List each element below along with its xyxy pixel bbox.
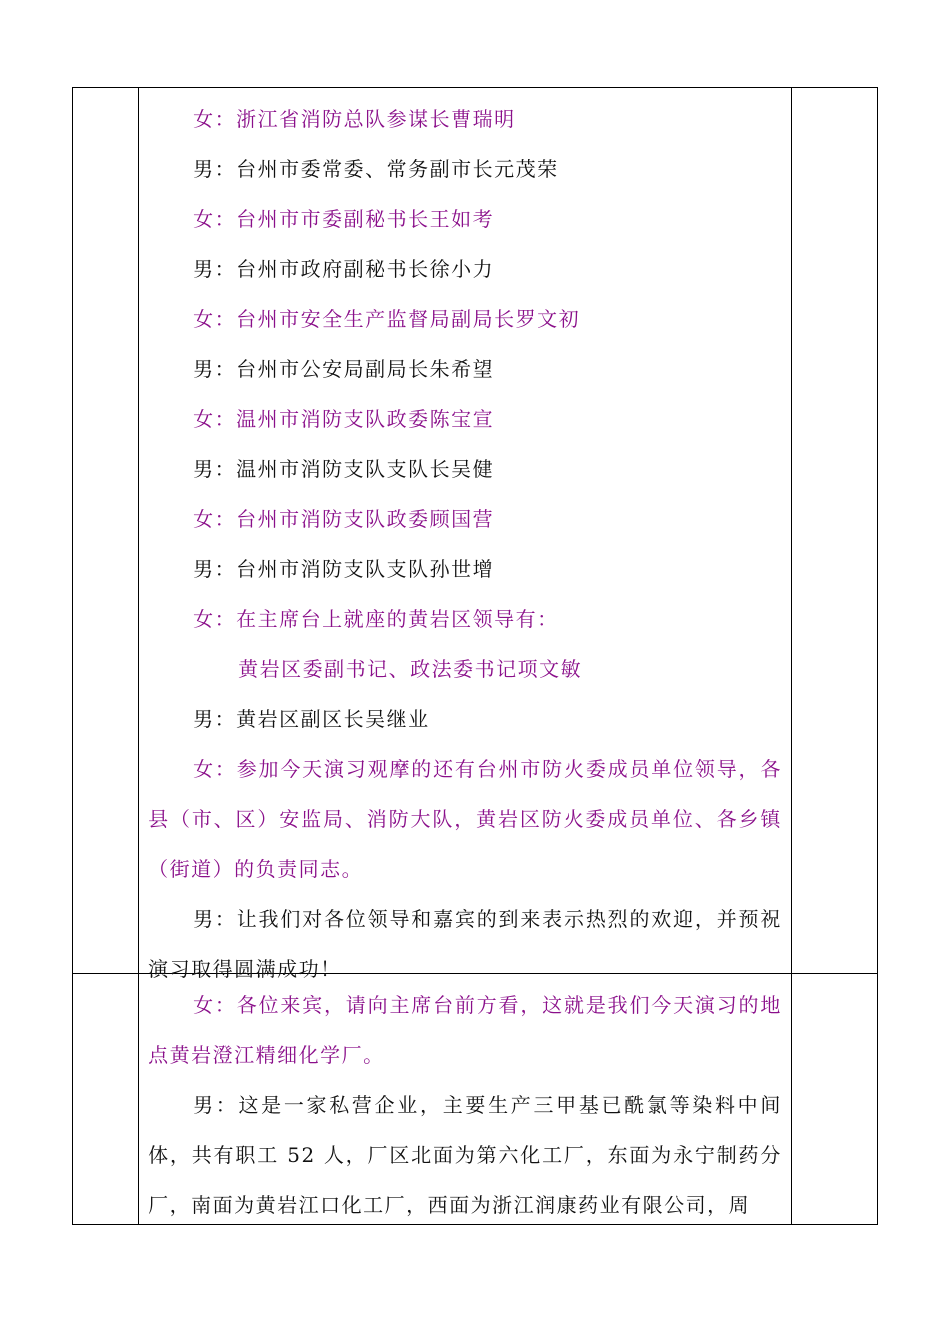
dialogue-line: 男：这是一家私营企业，主要生产三甲基已酰氯等染料中间体，共有职工 52 人，厂区北面为第六化工厂，东面为永宁制药分厂，南面为黄岩江口化工厂，西面为浙江润康药业有限公司，周 — [148, 1093, 782, 1217]
section-2-content — [139, 974, 791, 1224]
dialogue-line: 女：在主席台上就座的黄岩区领导有： — [193, 607, 559, 631]
dialogue-line: 男：温州市消防支队支队长吴健 — [193, 457, 495, 481]
right-cell — [791, 974, 877, 1225]
right-cell — [791, 88, 877, 974]
script-table — [72, 87, 878, 1225]
section-1-content — [139, 88, 791, 981]
dialogue-line: 女：参加今天演习观摩的还有台州市防火委成员单位领导，各县（市、区）安监局、消防大队，黄岩区防火委成员单位、各乡镇（街道）的负责同志。 — [148, 757, 782, 881]
table-row — [73, 974, 878, 1225]
left-cell — [73, 88, 139, 974]
dialogue-line: 男：台州市政府副秘书长徐小力 — [193, 257, 495, 281]
dialogue-line: 男：黄岩区副区长吴继业 — [193, 707, 430, 731]
dialogue-line: 男：台州市公安局副局长朱希望 — [193, 357, 495, 381]
left-cell — [73, 974, 139, 1225]
table-row — [73, 88, 878, 974]
dialogue-line: 女：台州市市委副秘书长王如考 — [193, 207, 495, 231]
dialogue-line: 女：温州市消防支队政委陈宝宣 — [193, 407, 495, 431]
dialogue-line: 女：台州市消防支队政委顾国营 — [193, 507, 495, 531]
dialogue-line: 女：浙江省消防总队参谋长曹瑞明 — [193, 107, 516, 131]
dialogue-line: 男：台州市消防支队支队孙世增 — [193, 557, 495, 581]
content-cell — [139, 974, 792, 1225]
dialogue-line: 男：让我们对各位领导和嘉宾的到来表示热烈的欢迎，并预祝演习取得圆满成功！ — [148, 907, 782, 981]
dialogue-line-continued: 黄岩区委副书记、政法委书记项文敏 — [238, 657, 583, 681]
dialogue-line: 男：台州市委常委、常务副市长元茂荣 — [193, 157, 559, 181]
content-cell — [139, 88, 792, 981]
dialogue-line: 女：各位来宾，请向主席台前方看，这就是我们今天演习的地点黄岩澄江精细化学厂。 — [148, 993, 782, 1067]
dialogue-line: 女：台州市安全生产监督局副局长罗文初 — [193, 307, 581, 331]
